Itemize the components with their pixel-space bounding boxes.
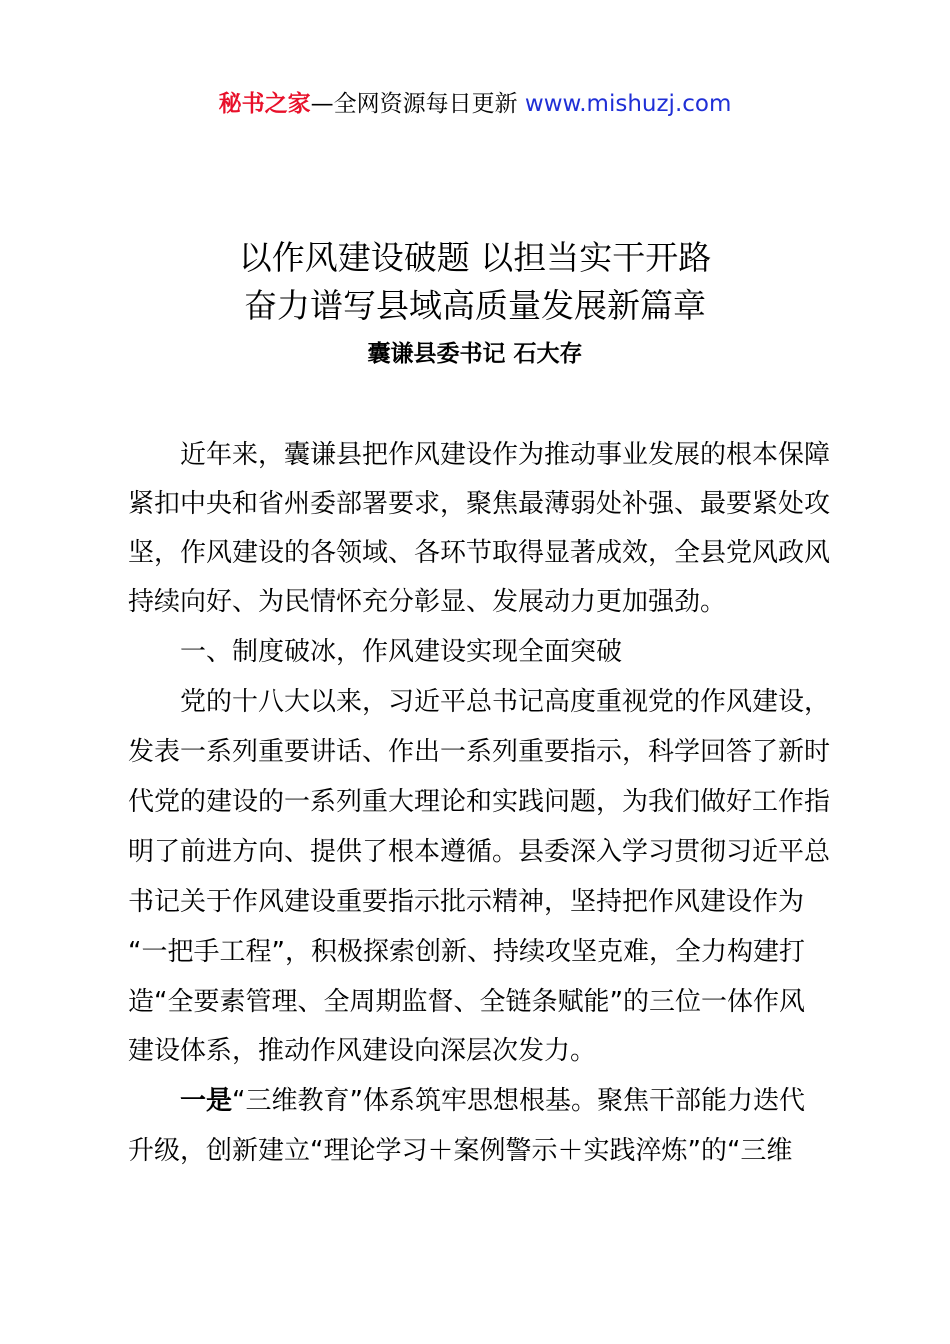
paragraph-line: 建设体系，推动作风建设向深层次发力。 — [128, 1036, 597, 1066]
section-heading: 一、制度破冰，作风建设实现全面突破 — [180, 637, 623, 667]
paragraph-line: 持续向好、为民情怀充分彰显、发展动力更加强劲。 — [128, 587, 727, 617]
paragraph-line: 升级，创新建立“理论学习＋案例警示＋实践淬炼”的“三维 — [128, 1136, 793, 1166]
paragraph-line: 近年来，囊谦县把作风建设作为推动事业发展的根本保障 — [180, 440, 831, 470]
paragraph-line: 发表一系列重要讲话、作出一系列重要指示，科学回答了新时 — [128, 737, 831, 767]
paragraph-line: 造“全要素管理、全周期监督、全链条赋能”的三位一体作风 — [128, 987, 805, 1017]
document-title-line-1: 以作风建设破题 以担当实干开路 — [238, 238, 712, 277]
paragraph-line: 明了前进方向、提供了根本遵循。县委深入学习贯彻习近平总 — [128, 837, 831, 867]
brand-name: 秘书之家 — [218, 91, 311, 117]
site-header — [0, 86, 950, 122]
document-title-line-2: 奋力谱写县域高质量发展新篇章 — [244, 286, 706, 325]
paragraph-text: “三维教育”体系筑牢思想根基。聚焦干部能力迭代 — [232, 1086, 805, 1116]
emphasis-lead: 一是 — [180, 1086, 233, 1116]
paragraph-line: 坚，作风建设的各领域、各环节取得显著成效，全县党风政风 — [128, 538, 831, 568]
paragraph-line: 紧扣中央和省州委部署要求，聚焦最薄弱处补强、最要紧处攻 — [128, 489, 831, 519]
paragraph-line: “一把手工程”，积极探索创新、持续攻坚克难，全力构建打 — [128, 937, 805, 967]
site-url-link[interactable]: www.mishuzj.com — [524, 91, 732, 117]
header-tagline: —全网资源每日更新 — [310, 91, 518, 117]
paragraph-line: 党的十八大以来，习近平总书记高度重视党的作风建设， — [180, 687, 831, 717]
document-author: 囊谦县委书记 石大存 — [367, 341, 583, 367]
paragraph-line — [180, 1083, 805, 1119]
paragraph-line: 代党的建设的一系列重大理论和实践问题，为我们做好工作指 — [128, 787, 831, 817]
paragraph-line: 书记关于作风建设重要指示批示精神，坚持把作风建设作为 — [128, 887, 805, 917]
